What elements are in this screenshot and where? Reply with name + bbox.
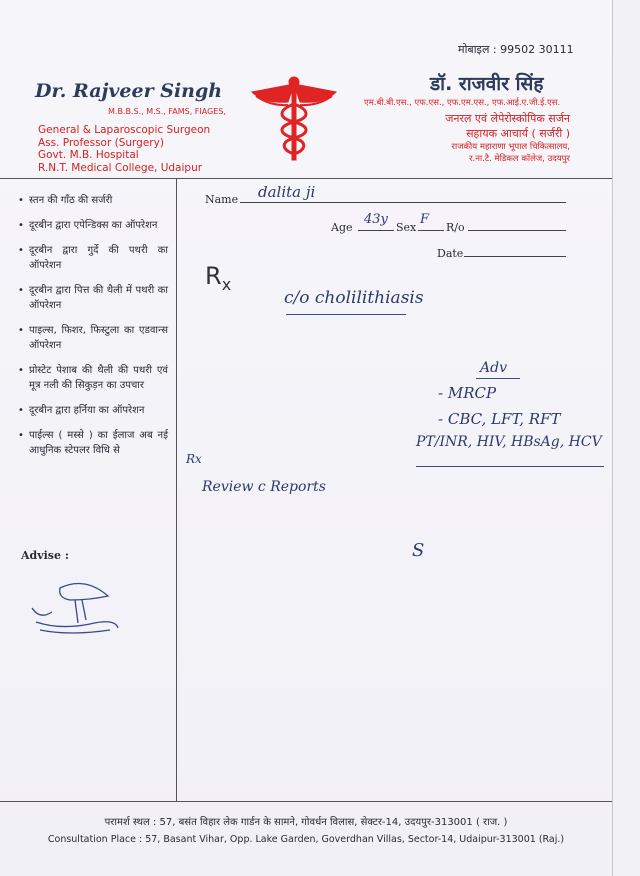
doctor-signature: S bbox=[412, 540, 425, 561]
age-line bbox=[358, 230, 394, 231]
title-line: Ass. Professor (Surgery) bbox=[38, 136, 164, 149]
ro-label: R/o bbox=[446, 221, 465, 234]
rx-symbol: $R_x$ bbox=[205, 262, 232, 294]
advice-line: - CBC, LFT, RFT bbox=[438, 410, 561, 428]
sketch-drawing bbox=[30, 578, 120, 640]
list-item: • पाइल्स, फिशर, फिस्टुला का एडवान्स ऑपरेशन bbox=[18, 323, 168, 353]
title-line: R.N.T. Medical College, Udaipur bbox=[38, 161, 203, 174]
services-list bbox=[18, 193, 168, 468]
titles-hindi bbox=[364, 111, 570, 165]
mobile-number: मोबाइल : 99502 30111 bbox=[458, 43, 574, 56]
sex-label: Sex bbox=[396, 221, 417, 234]
degrees-english: M.B.B.S., M.S., FAMS, FIAGES, bbox=[108, 107, 226, 116]
list-item: • स्तन की गाँठ की सर्जरी bbox=[18, 193, 168, 208]
patient-name: dalita ji bbox=[258, 183, 316, 201]
caduceus-icon bbox=[248, 74, 340, 162]
doctor-name-english: Dr. Rajveer Singh bbox=[35, 80, 223, 102]
advice-line: PT/INR, HIV, HBsAg, HCV bbox=[416, 434, 602, 450]
date-line bbox=[464, 256, 566, 257]
title-line: जनरल एवं लेपेरोस्कोपिक सर्जन bbox=[445, 112, 570, 125]
title-line: Govt. M.B. Hospital bbox=[38, 149, 139, 161]
advice-underline bbox=[416, 466, 604, 467]
title-line: राजकीय महाराणा भूपाल चिकित्सालय, bbox=[451, 142, 570, 152]
advise-label: Advise : bbox=[21, 549, 69, 562]
sex-line bbox=[418, 230, 444, 231]
titles-english bbox=[38, 124, 210, 174]
patient-age: 43y bbox=[364, 212, 388, 227]
footer-address-english: Consultation Place : 57, Basant Vihar, Opp. Lake Garden, Goverdhan Villas, Sector-14, Udaipur-313001 (Raj.) bbox=[47, 834, 565, 845]
rx-mark: Rx bbox=[186, 452, 202, 466]
list-item: • प्रोस्टेट पेशाब की थैली की पथरी एवं मूत्र नली की सिकुड़न का उपचार bbox=[18, 363, 168, 393]
doctor-name-hindi: डॉ. राजवीर सिंह bbox=[430, 73, 544, 95]
review-note: Review c Reports bbox=[202, 479, 326, 495]
name-line bbox=[240, 202, 566, 203]
title-line: र.ना.टै. मेडिकल कॉलेज, उदयपुर bbox=[469, 154, 570, 164]
list-item: • दूरबीन द्वारा पित्त की थैली में पथरी का ऑपरेशन bbox=[18, 283, 168, 313]
patient-sex: F bbox=[420, 212, 430, 227]
advice-heading: Adv bbox=[480, 360, 507, 376]
column-divider bbox=[176, 179, 177, 801]
complaint-underline bbox=[286, 314, 406, 315]
age-label: Age bbox=[331, 221, 353, 234]
date-label: Date bbox=[437, 247, 464, 260]
advice-line: - MRCP bbox=[438, 384, 497, 402]
list-item: • दूरबीन द्वारा एपेन्डिक्स का ऑपरेशन bbox=[18, 218, 168, 233]
title-line: General & Laparoscopic Surgeon bbox=[38, 124, 211, 136]
header-divider bbox=[0, 178, 612, 179]
list-item: • पाईल्स ( मस्से ) का ईलाज अब नई आधुनिक स्टेपलर विधि से bbox=[18, 428, 168, 458]
name-label: Name bbox=[205, 193, 239, 206]
footer-divider bbox=[0, 801, 612, 802]
complaint-text: c/o cholilithiasis bbox=[284, 288, 424, 308]
degrees-hindi: एम.बी.बी.एस., एफ.एस., एफ.एम.एस., एफ.आई.ए.जी.ई.एस. bbox=[364, 98, 561, 108]
title-line: सहायक आचार्य ( सर्जरी ) bbox=[466, 127, 570, 140]
ro-line bbox=[468, 230, 566, 231]
list-item: • दूरबीन द्वारा गुर्दे की पथरी का ऑपरेशन bbox=[18, 243, 168, 273]
list-item: • दूरबीन द्वारा हर्निया का ऑपरेशन bbox=[18, 403, 168, 418]
advice-underline bbox=[476, 378, 520, 379]
footer-address-hindi: परामर्श स्थल : 57, बसंत विहार लेक गार्डन के सामने, गोवर्धन विलास, सेक्टर-14, उदयपुर-313001 ( राज. ) bbox=[104, 817, 508, 828]
